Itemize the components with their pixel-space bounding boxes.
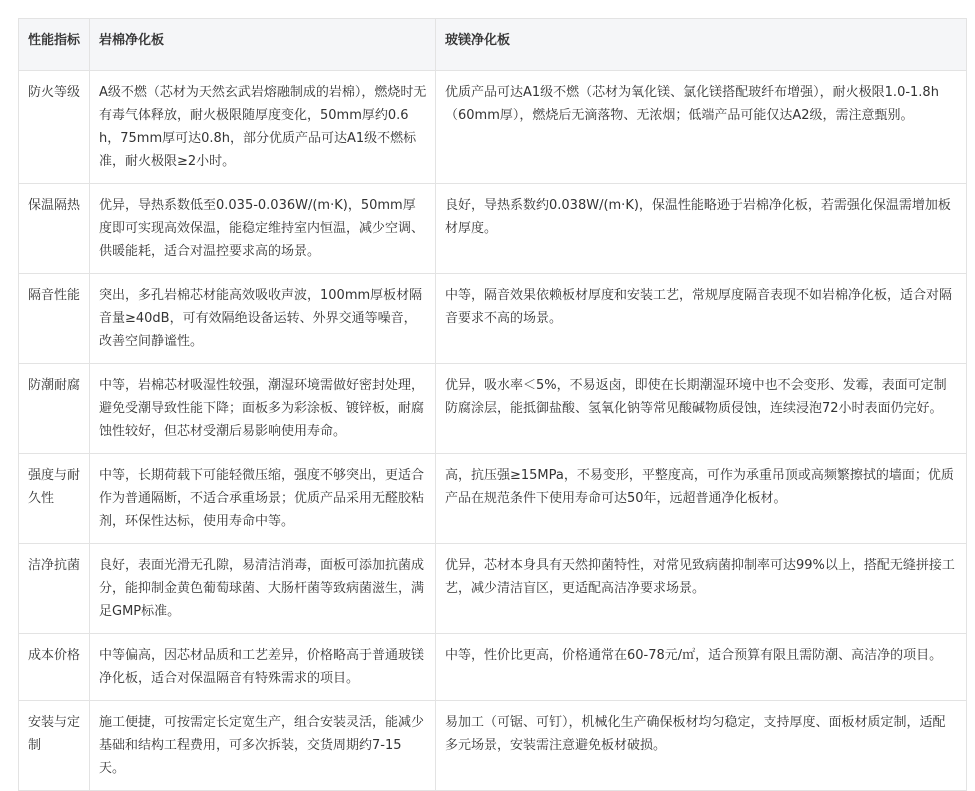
header-glass-magnesium-panel: 玻镁净化板 [436, 19, 967, 71]
header-rock-wool-panel: 岩棉净化板 [90, 19, 436, 71]
table-row [19, 544, 967, 634]
rock-wool-cell: 中等，岩棉芯材吸湿性较强，潮湿环境需做好密封处理，避免受潮导致性能下降；面板多为彩涂板、镀锌板，耐腐蚀性较好，但芯材受潮后易影响使用寿命。 [90, 364, 436, 454]
metric-cell: 保温隔热 [19, 184, 90, 274]
glass-magnesium-cell: 优质产品可达A1级不燃（芯材为氧化镁、氯化镁搭配玻纤布增强），耐火极限1.0-1.8h（60mm厚），燃烧后无滴落物、无浓烟；低端产品可能仅达A2级，需注意甄别。 [436, 71, 967, 184]
table-row [19, 701, 967, 791]
metric-cell: 防潮耐腐 [19, 364, 90, 454]
rock-wool-cell: 中等，长期荷载下可能轻微压缩，强度不够突出，更适合作为普通隔断，不适合承重场景；优质产品采用无醛胶粘剂，环保性达标，使用寿命中等。 [90, 454, 436, 544]
rock-wool-cell: 施工便捷，可按需定长定宽生产，组合安装灵活，能减少基础和结构工程费用，可多次拆装，交货周期约7-15天。 [90, 701, 436, 791]
table-row [19, 184, 967, 274]
rock-wool-cell: 优异，导热系数低至0.035-0.036W/(m·K)，50mm厚度即可实现高效保温，能稳定维持室内恒温，减少空调、供暖能耗，适合对温控要求高的场景。 [90, 184, 436, 274]
comparison-table-container [18, 18, 966, 791]
metric-cell: 隔音性能 [19, 274, 90, 364]
glass-magnesium-cell: 良好，导热系数约0.038W/(m·K)，保温性能略逊于岩棉净化板，若需强化保温需增加板材厚度。 [436, 184, 967, 274]
rock-wool-cell: 中等偏高，因芯材品质和工艺差异，价格略高于普通玻镁净化板，适合对保温隔音有特殊需求的项目。 [90, 634, 436, 701]
table-body [19, 71, 967, 791]
table-row [19, 454, 967, 544]
glass-magnesium-cell: 优异，芯材本身具有天然抑菌特性，对常见致病菌抑制率可达99%以上，搭配无缝拼接工艺，减少清洁盲区，更适配高洁净要求场景。 [436, 544, 967, 634]
table-row [19, 634, 967, 701]
header-metric: 性能指标 [19, 19, 90, 71]
metric-cell: 洁净抗菌 [19, 544, 90, 634]
rock-wool-cell: A级不燃（芯材为天然玄武岩熔融制成的岩棉），燃烧时无有毒气体释放，耐火极限随厚度变化，50mm厚约0.6h，75mm厚可达0.8h，部分优质产品可达A1级不燃标准，耐火极限≥2小时。 [90, 71, 436, 184]
glass-magnesium-cell: 优异，吸水率＜5%，不易返卤，即使在长期潮湿环境中也不会变形、发霉，表面可定制防腐涂层，能抵御盐酸、氢氧化钠等常见酸碱物质侵蚀，连续浸泡72小时表面仍完好。 [436, 364, 967, 454]
glass-magnesium-cell: 中等，隔音效果依赖板材厚度和安装工艺，常规厚度隔音表现不如岩棉净化板，适合对隔音要求不高的场景。 [436, 274, 967, 364]
comparison-table [18, 18, 967, 791]
rock-wool-cell: 突出，多孔岩棉芯材能高效吸收声波，100mm厚板材隔音量≥40dB，可有效隔绝设备运转、外界交通等噪音，改善空间静谧性。 [90, 274, 436, 364]
glass-magnesium-cell: 高，抗压强≥15MPa，不易变形，平整度高，可作为承重吊顶或高频繁擦拭的墙面；优质产品在规范条件下使用寿命可达50年，远超普通净化板材。 [436, 454, 967, 544]
table-row [19, 364, 967, 454]
table-row [19, 274, 967, 364]
metric-cell: 安装与定制 [19, 701, 90, 791]
glass-magnesium-cell: 易加工（可锯、可钉），机械化生产确保板材均匀稳定，支持厚度、面板材质定制，适配多元场景，安装需注意避免板材破损。 [436, 701, 967, 791]
glass-magnesium-cell: 中等，性价比更高，价格通常在60-78元/㎡，适合预算有限且需防潮、高洁净的项目。 [436, 634, 967, 701]
table-header [19, 19, 967, 71]
table-row [19, 71, 967, 184]
header-row [19, 19, 967, 71]
rock-wool-cell: 良好，表面光滑无孔隙，易清洁消毒，面板可添加抗菌成分，能抑制金黄色葡萄球菌、大肠杆菌等致病菌滋生，满足GMP标准。 [90, 544, 436, 634]
metric-cell: 防火等级 [19, 71, 90, 184]
metric-cell: 强度与耐久性 [19, 454, 90, 544]
metric-cell: 成本价格 [19, 634, 90, 701]
